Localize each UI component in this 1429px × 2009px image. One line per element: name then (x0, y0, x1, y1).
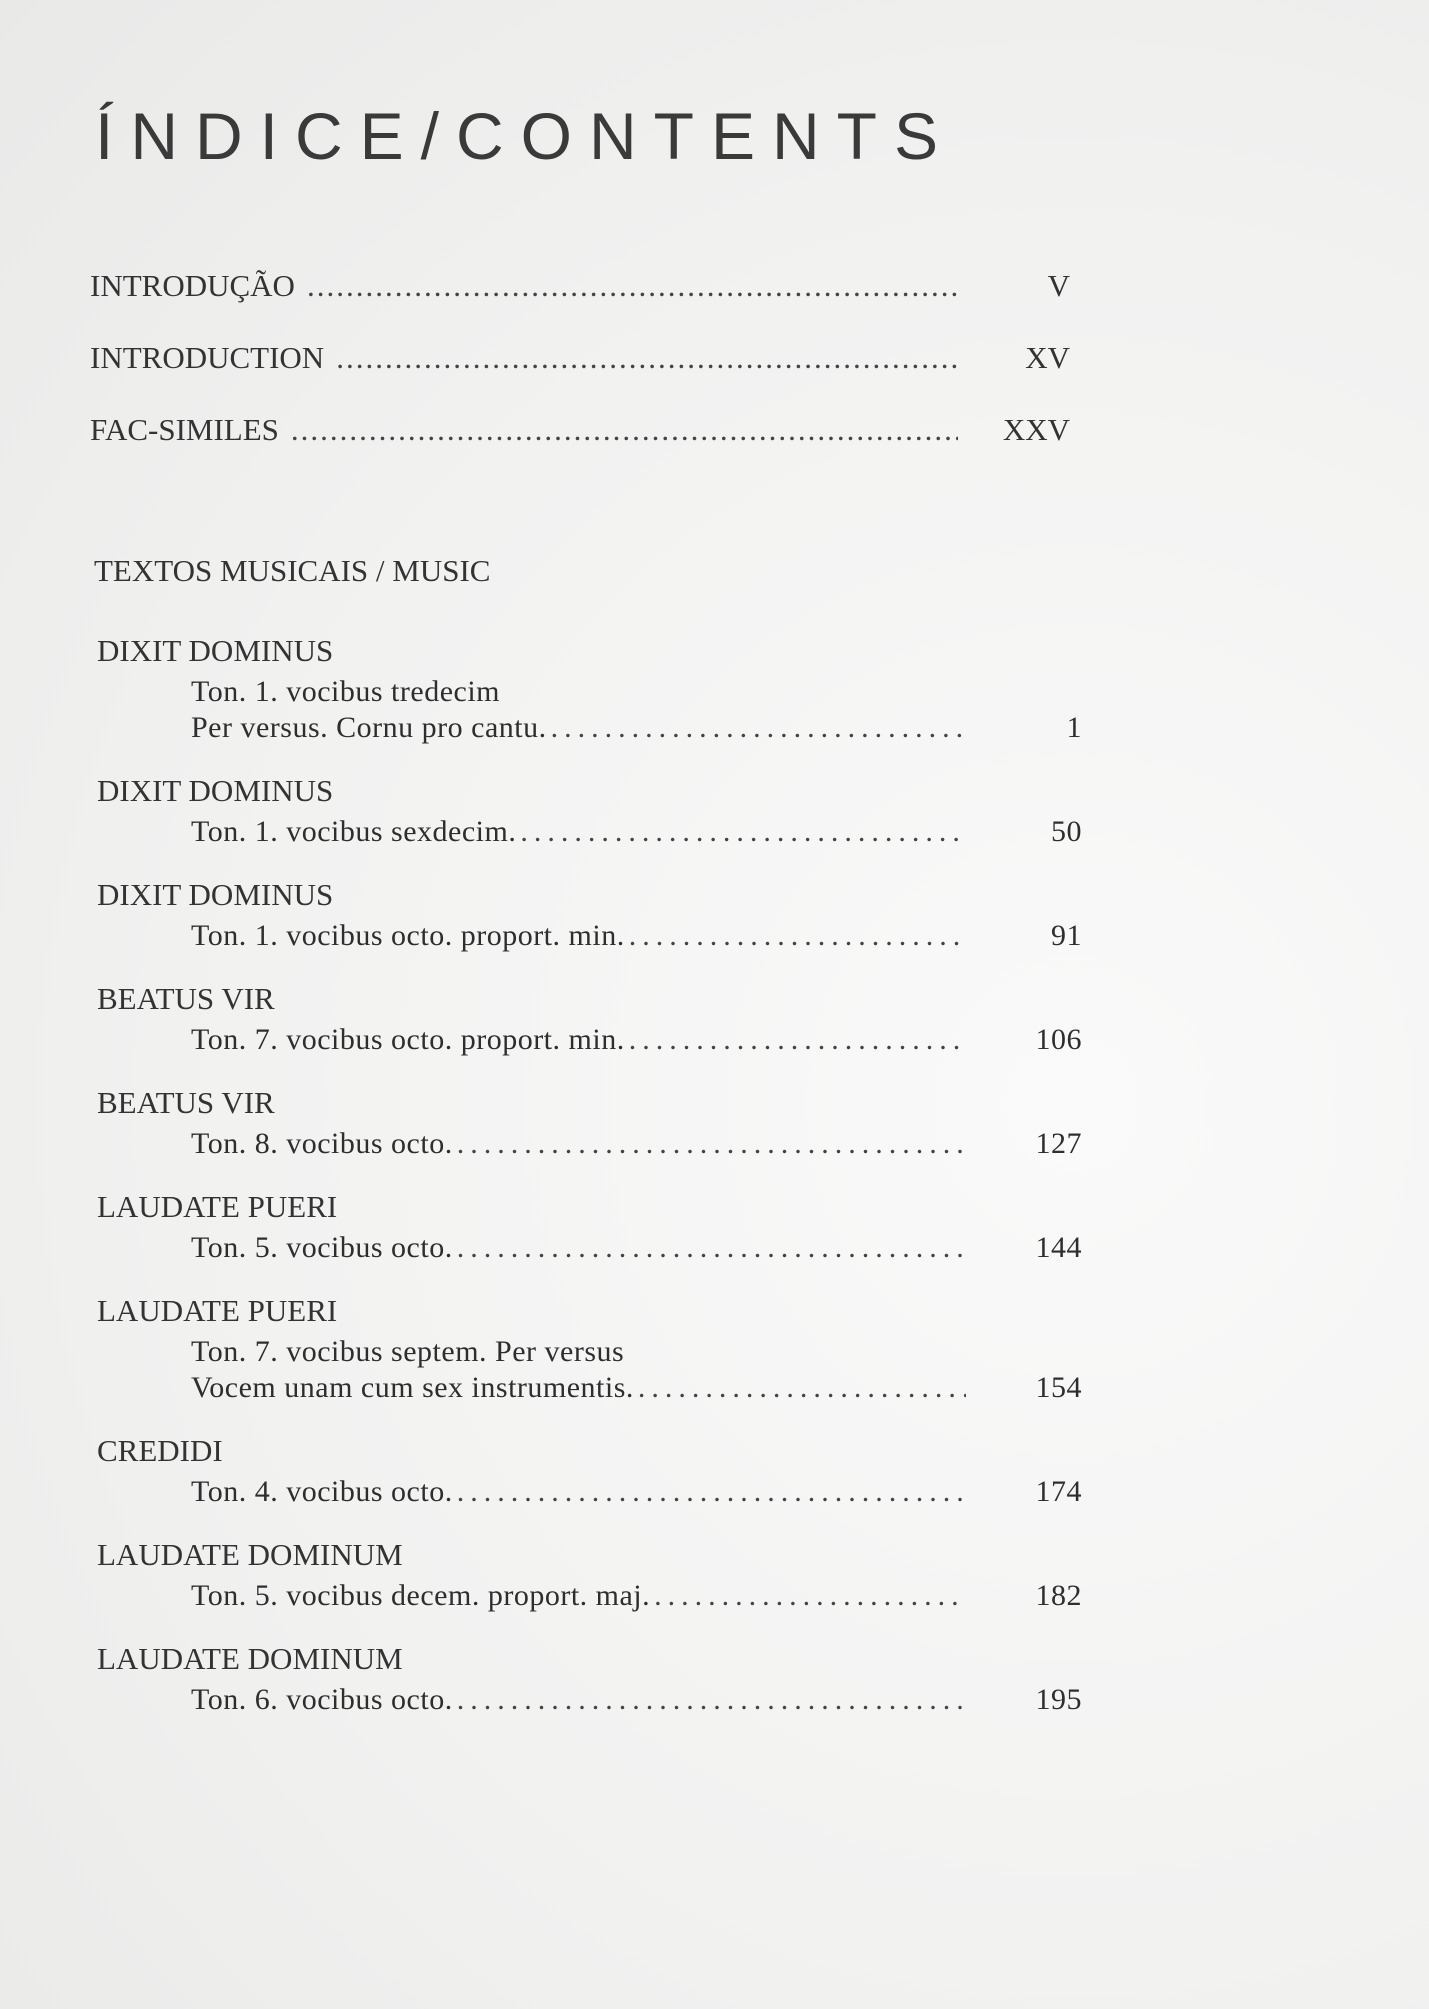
leader-dots (638, 1370, 966, 1406)
leader-dots (551, 710, 966, 746)
leader-dots (654, 1578, 966, 1614)
toc-entry-page: V (1047, 268, 1070, 303)
leader-dots (291, 412, 958, 448)
leader-dots (307, 268, 958, 304)
toc-entry-label: INTRODUÇÃO (90, 268, 295, 303)
work-page-number: 154 (1035, 1371, 1082, 1404)
work-page-number: 182 (1035, 1579, 1082, 1612)
work-subtitle (97, 674, 1082, 710)
work-line-text: Ton. 8. vocibus octo. (191, 1127, 453, 1160)
work-page-number: 106 (1035, 1023, 1082, 1056)
toc-work[interactable] (97, 1532, 1082, 1614)
toc-work[interactable] (97, 1288, 1082, 1406)
toc-entry-introduction[interactable] (90, 340, 1070, 412)
toc-work[interactable] (97, 976, 1082, 1058)
work-title: DIXIT DOMINUS (97, 633, 334, 668)
work-line-text: Ton. 1. vocibus tredecim (191, 675, 500, 708)
work-line-text: Ton. 1. vocibus octo. proport. min. (191, 919, 625, 952)
work-line-text: Ton. 6. vocibus octo. (191, 1683, 453, 1716)
leader-dots (457, 1474, 966, 1510)
toc-entry-page: XV (1025, 340, 1070, 375)
work-subtitle (97, 1578, 1082, 1614)
toc-entry-label: FAC-SIMILES (90, 412, 279, 447)
toc-entry-label: INTRODUCTION (90, 340, 325, 375)
works-list (97, 628, 1082, 1740)
work-title: BEATUS VIR (97, 1085, 275, 1120)
toc-entry-page: XXV (1002, 412, 1070, 447)
work-line-text: Vocem unam cum sex instrumentis. (191, 1371, 634, 1404)
page-title: ÍNDICE/CONTENTS (95, 99, 956, 173)
work-subtitle (97, 1230, 1082, 1266)
work-subtitle (97, 814, 1082, 850)
work-line-text: Ton. 4. vocibus octo. (191, 1475, 453, 1508)
work-page-number: 174 (1035, 1475, 1082, 1508)
toc-work[interactable] (97, 1428, 1082, 1510)
work-page-number: 50 (1051, 815, 1082, 848)
work-title: CREDIDI (97, 1433, 223, 1468)
work-line-text: Ton. 5. vocibus decem. proport. maj. (191, 1579, 651, 1612)
toc-work[interactable] (97, 1636, 1082, 1718)
work-title: LAUDATE DOMINUM (97, 1537, 403, 1572)
work-page-number: 127 (1035, 1127, 1082, 1160)
leader-dots (629, 918, 966, 954)
work-subtitle (97, 1682, 1082, 1718)
toc-work[interactable] (97, 768, 1082, 850)
leader-dots (457, 1230, 966, 1266)
work-subtitle (97, 1126, 1082, 1162)
work-line-text: Ton. 7. vocibus septem. Per versus (191, 1335, 625, 1368)
work-line-text: Ton. 1. vocibus sexdecim. (191, 815, 517, 848)
work-subtitle (97, 1022, 1082, 1058)
toc-work[interactable] (97, 628, 1082, 746)
work-title: BEATUS VIR (97, 981, 275, 1016)
work-title: LAUDATE PUERI (97, 1189, 338, 1224)
work-subtitle (97, 918, 1082, 954)
toc-work[interactable] (97, 872, 1082, 954)
work-line-text: Per versus. Cornu pro cantu. (191, 711, 547, 744)
work-line-text: Ton. 7. vocibus octo. proport. min. (191, 1023, 625, 1056)
front-matter-list (90, 268, 1070, 484)
work-page-number: 195 (1035, 1683, 1082, 1716)
leader-dots (629, 1022, 966, 1058)
work-subtitle (97, 710, 1082, 746)
toc-entry-introducao[interactable] (90, 268, 1070, 340)
work-subtitle (97, 1370, 1082, 1406)
leader-dots (336, 340, 958, 376)
work-page-number: 144 (1035, 1231, 1082, 1264)
toc-work[interactable] (97, 1184, 1082, 1266)
toc-entry-fac-similes[interactable] (90, 412, 1070, 484)
section-heading: TEXTOS MUSICAIS / MUSIC (94, 553, 491, 588)
work-line-text: Ton. 5. vocibus octo. (191, 1231, 453, 1264)
work-title: DIXIT DOMINUS (97, 773, 334, 808)
leader-dots (457, 1682, 966, 1718)
leader-dots (457, 1126, 966, 1162)
work-page-number: 91 (1051, 919, 1082, 952)
leader-dots (520, 814, 966, 850)
work-page-number: 1 (1066, 711, 1082, 744)
work-subtitle (97, 1474, 1082, 1510)
work-title: LAUDATE DOMINUM (97, 1641, 403, 1676)
toc-work[interactable] (97, 1080, 1082, 1162)
work-title: DIXIT DOMINUS (97, 877, 334, 912)
work-title: LAUDATE PUERI (97, 1293, 338, 1328)
work-subtitle (97, 1334, 1082, 1370)
